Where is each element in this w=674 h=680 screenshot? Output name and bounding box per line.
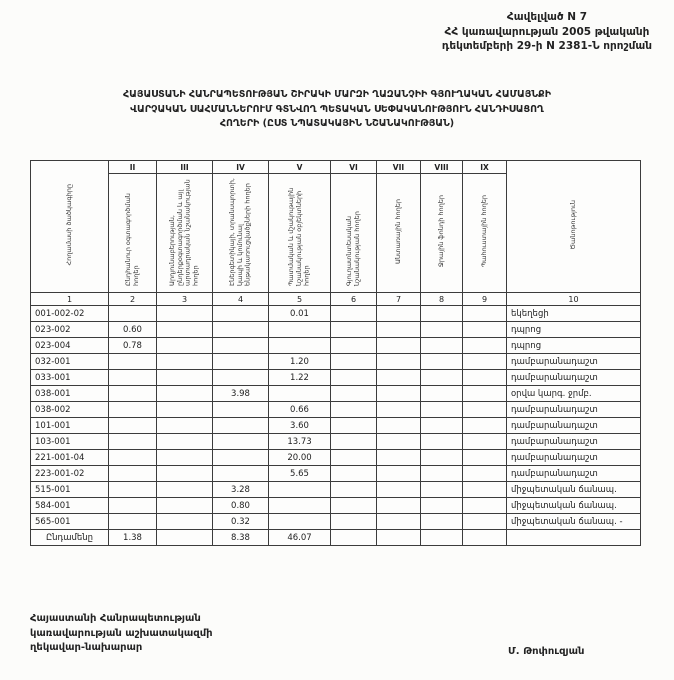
- area-value: [421, 322, 463, 338]
- footer-line-2: կառավարության աշխատակազմի: [30, 627, 213, 639]
- parcel-code: 038-001: [31, 386, 109, 402]
- col-header-category-3: [157, 174, 213, 293]
- purpose-note: դամբարանադաշտ: [507, 354, 641, 370]
- area-value: [213, 370, 269, 386]
- area-value: 0.80: [213, 498, 269, 514]
- parcel-code: 565-001: [31, 514, 109, 530]
- total-value: [157, 530, 213, 546]
- area-value: [157, 498, 213, 514]
- appendix-line-2: ՀՀ կառավարության 2005 թվականի: [444, 25, 650, 38]
- area-value: [331, 354, 377, 370]
- area-value: [377, 498, 421, 514]
- area-value: [331, 402, 377, 418]
- table-row: [31, 386, 641, 402]
- total-label: Ընդամենը: [31, 530, 109, 546]
- area-value: [331, 338, 377, 354]
- table-row: [31, 434, 641, 450]
- area-value: [109, 306, 157, 322]
- table-row: [31, 402, 641, 418]
- table-row: [31, 450, 641, 466]
- area-value: [213, 450, 269, 466]
- col-header-category-5: [269, 174, 331, 293]
- area-value: [463, 466, 507, 482]
- title-line-2: ՎԱՐՉԱԿԱՆ ՍԱՀՄԱՆՆԵՐՈՒՄ ԳՏՆՎՈՂ ՊԵՏԱԿԱՆ ՍԵՓԱԿԱՆՈՒԹՅՈՒՆ ՀԱՆԴԻՍԱՑՈՂ: [130, 103, 544, 115]
- col-header-category-label: Էներգետիկայի, տրանսպորտի, կապի և կոմունալ ենթակառուցվածքների հողեր: [227, 178, 252, 286]
- area-value: [331, 514, 377, 530]
- roman-numeral: VII: [377, 161, 421, 174]
- area-value: [421, 450, 463, 466]
- total-value: [421, 530, 463, 546]
- area-value: [213, 338, 269, 354]
- area-value: [377, 402, 421, 418]
- purpose-note: դամբարանադաշտ: [507, 370, 641, 386]
- area-value: [377, 450, 421, 466]
- area-value: [331, 370, 377, 386]
- purpose-note: դամբարանադաշտ: [507, 434, 641, 450]
- area-value: [463, 354, 507, 370]
- roman-numeral: VIII: [421, 161, 463, 174]
- footer-line-3: ղեկավար-նախարար: [30, 642, 143, 653]
- col-header-note: [507, 161, 641, 293]
- column-number: 6: [331, 293, 377, 306]
- area-value: [213, 418, 269, 434]
- area-value: [421, 482, 463, 498]
- area-value: [269, 482, 331, 498]
- area-value: 3.60: [269, 418, 331, 434]
- area-value: 0.66: [269, 402, 331, 418]
- table-row: [31, 514, 641, 530]
- area-value: [109, 498, 157, 514]
- column-number: 7: [377, 293, 421, 306]
- purpose-note: դպրոց: [507, 322, 641, 338]
- area-value: 3.28: [213, 482, 269, 498]
- area-value: [269, 498, 331, 514]
- area-value: [157, 322, 213, 338]
- col-header-note-label: Ծանոթություն: [568, 199, 577, 250]
- area-value: [377, 514, 421, 530]
- col-header-category-label: Պահուստային հողեր: [479, 194, 488, 268]
- area-value: [421, 306, 463, 322]
- area-value: [421, 418, 463, 434]
- area-value: [463, 434, 507, 450]
- area-value: [157, 402, 213, 418]
- total-row: [31, 530, 641, 546]
- area-value: [213, 402, 269, 418]
- column-number-row: [31, 293, 641, 306]
- area-value: [421, 338, 463, 354]
- land-parcels-table: [30, 160, 641, 546]
- area-value: [421, 514, 463, 530]
- total-note: [507, 530, 641, 546]
- column-number: 2: [109, 293, 157, 306]
- parcel-code: 023-004: [31, 338, 109, 354]
- area-value: 20.00: [269, 450, 331, 466]
- area-value: [157, 338, 213, 354]
- area-value: [377, 466, 421, 482]
- purpose-note: դամբարանադաշտ: [507, 466, 641, 482]
- area-value: [377, 386, 421, 402]
- roman-numeral: II: [109, 161, 157, 174]
- total-value: 8.38: [213, 530, 269, 546]
- area-value: [157, 386, 213, 402]
- col-header-category-2: [109, 174, 157, 293]
- col-header-category-label: Արդյունաբերության, ընդերքօգտագործման և այլ արտադրական նշանակության հողեր: [167, 179, 200, 286]
- area-value: 13.73: [269, 434, 331, 450]
- area-value: 0.78: [109, 338, 157, 354]
- parcel-code: 103-001: [31, 434, 109, 450]
- area-value: [331, 482, 377, 498]
- area-value: 0.01: [269, 306, 331, 322]
- area-value: [331, 386, 377, 402]
- total-value: [377, 530, 421, 546]
- area-value: [109, 450, 157, 466]
- area-value: 0.60: [109, 322, 157, 338]
- area-value: [421, 402, 463, 418]
- area-value: [109, 418, 157, 434]
- table-row: [31, 322, 641, 338]
- purpose-note: եկեղեցի: [507, 306, 641, 322]
- total-value: [331, 530, 377, 546]
- table-row: [31, 482, 641, 498]
- appendix-line-3: դեկտեմբերի 29-ի N 2381-Ն որոշման: [441, 40, 652, 53]
- parcel-code: 584-001: [31, 498, 109, 514]
- column-number: 4: [213, 293, 269, 306]
- area-value: [377, 370, 421, 386]
- col-header-parcel-code: [31, 161, 109, 293]
- area-value: [331, 434, 377, 450]
- document-title: [0, 88, 674, 132]
- col-header-category-7: [377, 174, 421, 293]
- table-body: [31, 306, 641, 546]
- title-line-3: ՀՈՂԵՐԻ (ԸՍՏ ՆՊԱՏԱԿԱՅԻՆ ՆՇԱՆԱԿՈՒԹՅԱՆ): [219, 118, 455, 130]
- area-value: [269, 322, 331, 338]
- table-row: [31, 306, 641, 322]
- roman-numeral: VI: [331, 161, 377, 174]
- area-value: [463, 306, 507, 322]
- area-value: [109, 386, 157, 402]
- area-value: [213, 354, 269, 370]
- area-value: 5.65: [269, 466, 331, 482]
- area-value: [421, 354, 463, 370]
- area-value: [463, 450, 507, 466]
- area-value: [213, 322, 269, 338]
- total-value: 46.07: [269, 530, 331, 546]
- area-value: [213, 466, 269, 482]
- col-header-category-label: Ընդհանուր օգտագործման հողեր: [123, 193, 140, 286]
- purpose-note: միջպետական ճանապ.: [507, 482, 641, 498]
- area-value: [157, 418, 213, 434]
- col-header-category-9: [463, 174, 507, 293]
- purpose-note: միջպետական ճանապ.: [507, 498, 641, 514]
- area-value: [463, 402, 507, 418]
- area-value: [269, 386, 331, 402]
- area-value: [331, 322, 377, 338]
- col-header-parcel-code-label: Հողամասի ծածկագիրը: [64, 183, 73, 266]
- purpose-note: օրվա կարգ. ջրմբ.: [507, 386, 641, 402]
- parcel-code: 223-001-02: [31, 466, 109, 482]
- footer-line-1: Հայաստանի Հանրապետության: [30, 613, 201, 624]
- purpose-note: դամբարանադաշտ: [507, 418, 641, 434]
- area-value: [157, 514, 213, 530]
- parcel-code: 033-001: [31, 370, 109, 386]
- area-value: [109, 434, 157, 450]
- area-value: [213, 434, 269, 450]
- header-roman-row: [31, 161, 641, 174]
- table-row: [31, 498, 641, 514]
- parcel-code: 038-002: [31, 402, 109, 418]
- roman-numeral: III: [157, 161, 213, 174]
- col-header-category-6: [331, 174, 377, 293]
- area-value: [377, 338, 421, 354]
- parcel-code: 515-001: [31, 482, 109, 498]
- signatory-name: Մ. Թոփուզյան: [508, 646, 585, 657]
- area-value: [157, 306, 213, 322]
- appendix-reference-block: [442, 10, 652, 54]
- parcel-code: 023-002: [31, 322, 109, 338]
- area-value: [269, 514, 331, 530]
- col-header-category-label: Ջրային ֆոնդի հողեր: [436, 194, 445, 268]
- area-value: [331, 498, 377, 514]
- area-value: [463, 386, 507, 402]
- area-value: [463, 482, 507, 498]
- table-row: [31, 418, 641, 434]
- table-row: [31, 338, 641, 354]
- area-value: [377, 418, 421, 434]
- area-value: 0.32: [213, 514, 269, 530]
- table-row: [31, 466, 641, 482]
- total-value: 1.38: [109, 530, 157, 546]
- parcel-code: 101-001: [31, 418, 109, 434]
- parcel-code: 221-001-04: [31, 450, 109, 466]
- col-header-category-4: [213, 174, 269, 293]
- area-value: [421, 434, 463, 450]
- area-value: [377, 354, 421, 370]
- area-value: [463, 322, 507, 338]
- area-value: [463, 418, 507, 434]
- roman-numeral: IX: [463, 161, 507, 174]
- area-value: [109, 466, 157, 482]
- area-value: [463, 514, 507, 530]
- column-number: 10: [507, 293, 641, 306]
- area-value: [331, 418, 377, 434]
- area-value: [421, 498, 463, 514]
- area-value: [157, 434, 213, 450]
- area-value: [157, 370, 213, 386]
- table-row: [31, 354, 641, 370]
- total-value: [463, 530, 507, 546]
- area-value: [463, 338, 507, 354]
- purpose-note: դամբարանադաշտ: [507, 450, 641, 466]
- area-value: 1.22: [269, 370, 331, 386]
- area-value: [109, 354, 157, 370]
- area-value: 1.20: [269, 354, 331, 370]
- table-head: [31, 161, 641, 306]
- col-header-category-label: Գյուղատնտեսական նշանակության հողեր: [344, 211, 361, 286]
- column-number: 5: [269, 293, 331, 306]
- area-value: [463, 370, 507, 386]
- parcel-code: 001-002-02: [31, 306, 109, 322]
- column-number: 8: [421, 293, 463, 306]
- appendix-line-1: Հավելված N 7: [506, 11, 588, 23]
- area-value: [421, 386, 463, 402]
- column-number: 9: [463, 293, 507, 306]
- area-value: [157, 482, 213, 498]
- area-value: [377, 482, 421, 498]
- roman-numeral: IV: [213, 161, 269, 174]
- column-number: 3: [157, 293, 213, 306]
- area-value: [421, 370, 463, 386]
- area-value: [157, 354, 213, 370]
- area-value: 3.98: [213, 386, 269, 402]
- signatory-title-block: [30, 612, 213, 656]
- column-number: 1: [31, 293, 109, 306]
- area-value: [269, 338, 331, 354]
- area-value: [377, 322, 421, 338]
- purpose-note: դպրոց: [507, 338, 641, 354]
- roman-numeral: V: [269, 161, 331, 174]
- area-value: [421, 466, 463, 482]
- table-row: [31, 370, 641, 386]
- title-line-1: ՀԱՅԱՍՏԱՆԻ ՀԱՆՐԱՊԵՏՈՒԹՅԱՆ ՇԻՐԱԿԻ ՄԱՐԶԻ ՂԱԶԱՆՉԻԻ ԳՅՈՒՂԱԿԱՆ ՀԱՄԱՅՆՔԻ: [122, 89, 552, 100]
- col-header-category-label: Պատմական և մշակութային նշանակության օբյեկտների հողեր: [286, 187, 311, 286]
- area-value: [377, 434, 421, 450]
- area-value: [331, 450, 377, 466]
- area-value: [157, 466, 213, 482]
- area-value: [109, 402, 157, 418]
- area-value: [463, 498, 507, 514]
- area-value: [331, 466, 377, 482]
- area-value: [331, 306, 377, 322]
- area-value: [109, 370, 157, 386]
- area-value: [157, 450, 213, 466]
- parcel-code: 032-001: [31, 354, 109, 370]
- area-value: [213, 306, 269, 322]
- area-value: [109, 482, 157, 498]
- purpose-note: միջպետական ճանապ. -: [507, 514, 641, 530]
- col-header-category-8: [421, 174, 463, 293]
- col-header-category-label: Անտառային հողեր: [393, 198, 402, 264]
- purpose-note: դամբարանադաշտ: [507, 402, 641, 418]
- area-value: [109, 514, 157, 530]
- area-value: [377, 306, 421, 322]
